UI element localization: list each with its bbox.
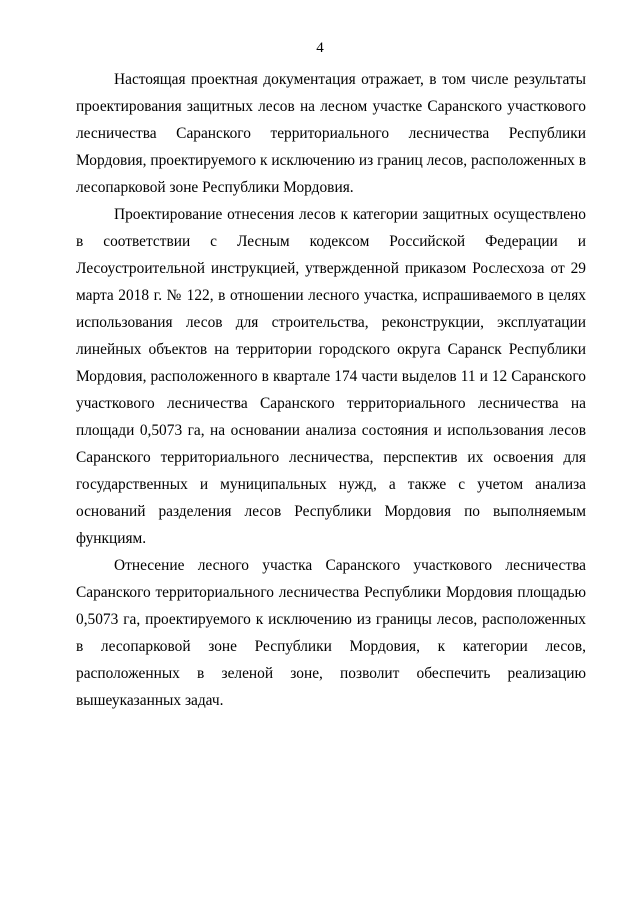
paragraph-2: Проектирование отнесения лесов к категории защитных осуществлено в соответствии с Лесным кодексом Российской Федерации и Лесоустроительной инструкцией, утвержденной приказом Рослесхоза от 29 марта 2018 г. № 122, в отношении лесного участка, испрашиваемого в целях использования лесов для строительства, реконструкции, эксплуатации линейных объектов на территории городского округа Саранск Республики Мордовия, расположенного в квартале 174 части выделов 11 и 12 Саранского участкового лесничества Саранского территориального лесничества на площади 0,5073 га, на основании анализа состояния и использования лесов Саранского территориального лесничества, перспектив их освоения для государственных и муниципальных нужд, а также с учетом анализа оснований разделения лесов Республики Мордовия по выполняемым функциям. xyxy=(76,206,586,547)
page-number: 4 xyxy=(316,40,324,56)
paragraph-3: Отнесение лесного участка Саранского участкового лесничества Саранского территориального лесничества Республики Мордовия площадью 0,5073 га, проектируемого к исключению из границы лесов, расположенных в лесопарковой зоне Республики Мордовия, к категории лесов, расположенных в зеленой зоне, позволит обеспечить реализацию вышеуказанных задач. xyxy=(76,557,586,709)
document-body xyxy=(76,66,586,714)
paragraph-1: Настоящая проектная документация отражает, в том числе результаты проектирования защитных лесов на лесном участке Саранского участкового лесничества Саранского территориального лесничества Республики Мордовия, проектируемого к исключению из границ лесов, расположенных в лесопарковой зоне Республики Мордовия. xyxy=(76,71,586,196)
